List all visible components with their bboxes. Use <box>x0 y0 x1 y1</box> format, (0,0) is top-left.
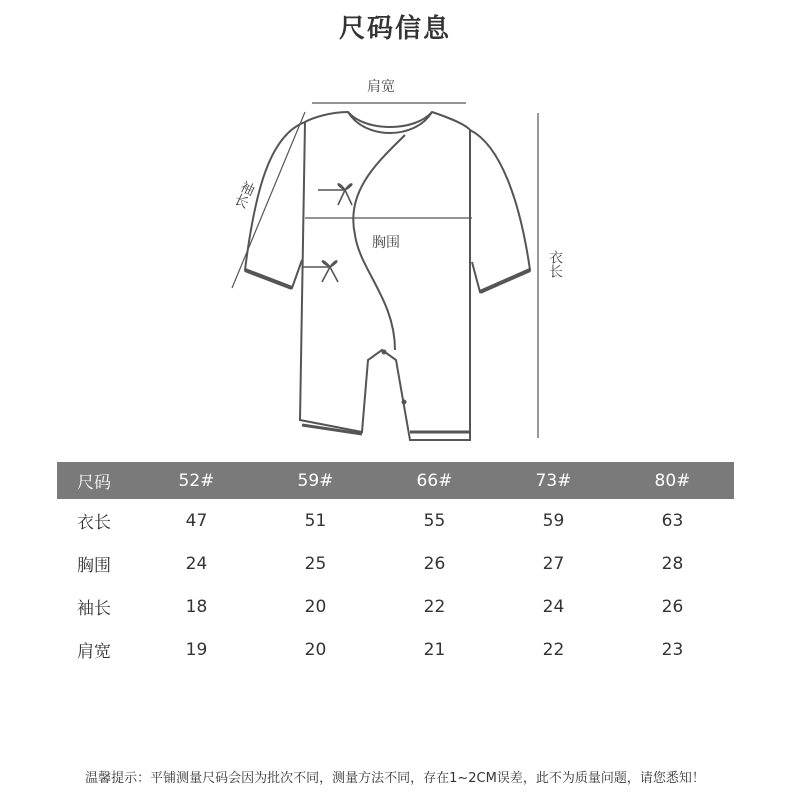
lower-bow-tie <box>302 261 338 282</box>
chest-label: 胸围 <box>372 235 400 251</box>
page-title: 尺码信息 <box>338 14 451 44</box>
garment-length-label: 衣长 <box>547 250 563 278</box>
table-cell: 26 <box>661 596 684 617</box>
table-cell: 24 <box>185 553 208 574</box>
table-cell: 23 <box>661 639 684 660</box>
table-cell: 28 <box>661 553 684 574</box>
table-cell: 19 <box>185 639 208 660</box>
right-cuff <box>480 270 530 292</box>
neckline <box>348 112 432 133</box>
table-cell: 24 <box>542 596 565 617</box>
table-cell: 21 <box>423 639 446 660</box>
table-cell: 51 <box>304 510 327 531</box>
table-row <box>57 499 734 542</box>
table-row <box>57 628 734 671</box>
left-sleeve-outline <box>245 122 305 288</box>
header-cell: 尺码 <box>77 473 111 493</box>
table-cell: 20 <box>304 639 327 660</box>
snap-button <box>402 400 407 405</box>
shoulder-width-label: 肩宽 <box>367 79 395 95</box>
table-cell: 22 <box>423 596 446 617</box>
table-cell: 20 <box>304 596 327 617</box>
table-row <box>57 542 734 585</box>
measurement-tip: 温馨提示：平铺测量尺码会因为批次不同，测量方法不同，存在1~2CM误差，此不为质量问题，请您悉知！ <box>85 771 705 786</box>
upper-bow-tie <box>318 184 352 205</box>
right-sleeve-outline <box>470 130 530 292</box>
table-cell: 59 <box>542 510 565 531</box>
row-label: 胸围 <box>77 556 111 576</box>
table-cell: 18 <box>185 596 208 617</box>
table-cell: 26 <box>423 553 446 574</box>
table-cell: 27 <box>542 553 565 574</box>
row-label: 肩宽 <box>77 642 111 662</box>
sleeve-length-label: 袖长 <box>230 177 258 211</box>
header-cell: 80# <box>654 470 691 491</box>
table-cell: 25 <box>304 553 327 574</box>
table-header <box>57 462 734 499</box>
table-cell: 55 <box>423 510 446 531</box>
header-cell: 66# <box>416 470 453 491</box>
header-cell: 73# <box>535 470 572 491</box>
header-cell: 52# <box>178 470 215 491</box>
row-label: 袖长 <box>77 599 111 619</box>
table-cell: 22 <box>542 639 565 660</box>
table-cell: 47 <box>185 510 208 531</box>
left-cuff <box>245 270 292 288</box>
size-table <box>57 462 734 671</box>
table-row <box>57 585 734 628</box>
row-label: 衣长 <box>77 513 111 533</box>
header-cell: 59# <box>297 470 334 491</box>
table-cell: 63 <box>661 510 684 531</box>
snap-button <box>382 350 387 355</box>
